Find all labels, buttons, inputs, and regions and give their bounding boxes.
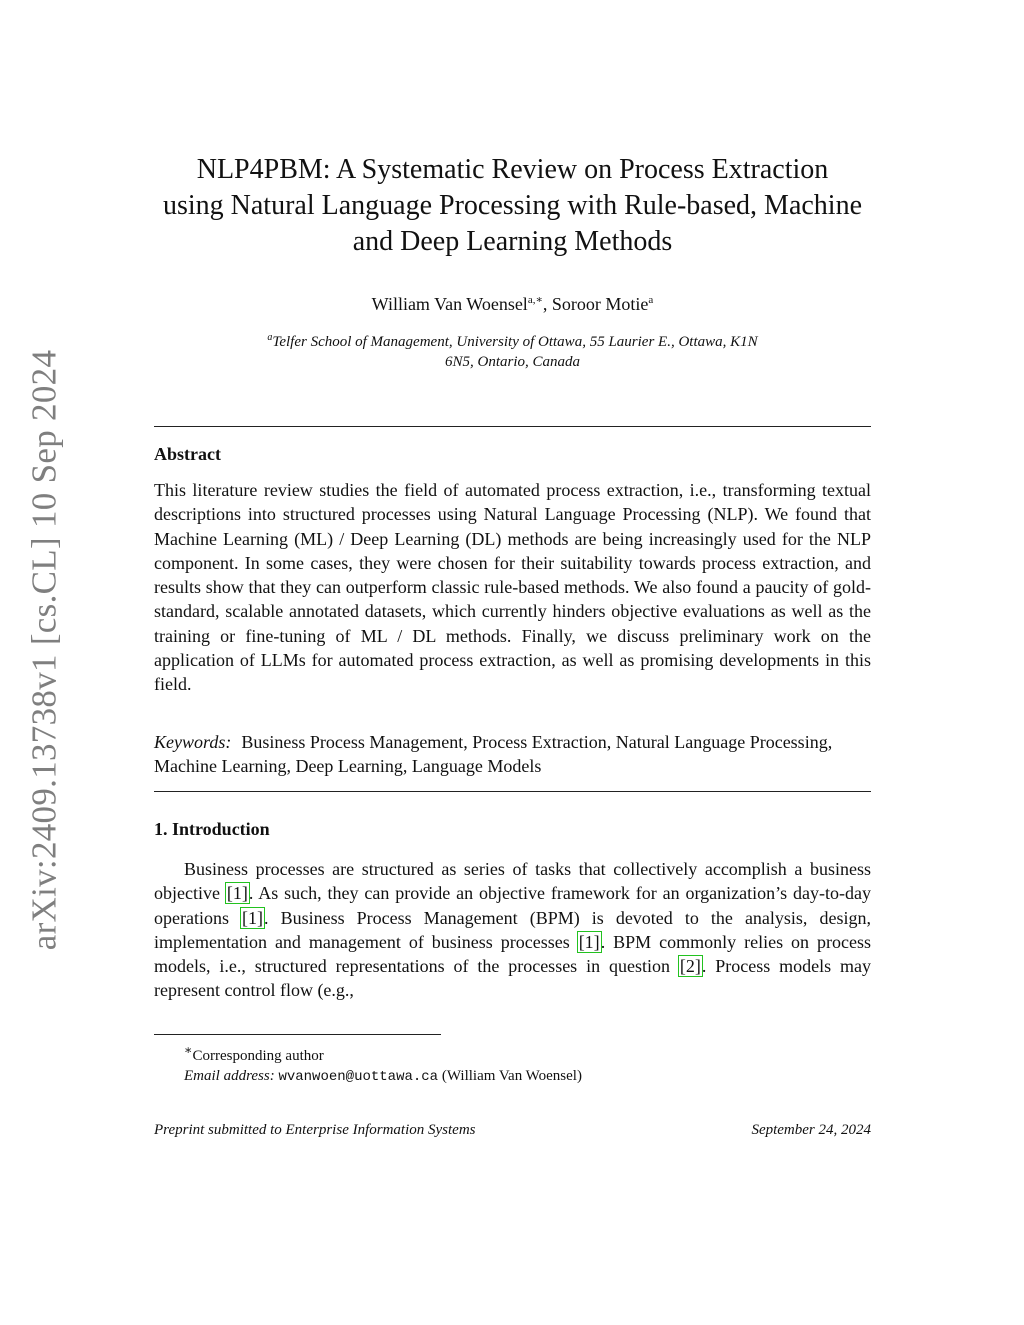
intro-text: . Business Process Management (BPM) is devoted to the analysis, design, implementation and management of business processes [154, 907, 871, 952]
citation-link[interactable]: [1] [578, 931, 600, 952]
footnote-email [154, 1066, 871, 1087]
abstract-bottom-divider [154, 791, 871, 792]
abstract-top-divider [154, 426, 871, 427]
abstract-heading: Abstract [154, 444, 221, 464]
keywords-label: Keywords: [154, 732, 232, 752]
citation-link[interactable]: [1] [242, 907, 264, 928]
arxiv-sidebar [22, 349, 66, 951]
footnote-corresponding-text: Corresponding author [192, 1048, 324, 1064]
author-name: William Van Woensel [371, 294, 528, 314]
email-address[interactable]: wvanwoen@uottawa.ca [278, 1069, 439, 1085]
citation-link[interactable]: [1] [226, 883, 248, 904]
page-footer [154, 1122, 871, 1139]
keywords-text: Business Process Management, Process Extraction, Natural Language Processing, Machine Learning, Deep Learning, Language Models [154, 732, 833, 776]
footnote-marker: ∗ [184, 1043, 193, 1057]
intro-text: . As such, they can provide an objective framework for an organization’s day-to-day operations [154, 883, 871, 928]
introduction-paragraph [154, 857, 871, 1003]
email-label: Email address: [184, 1068, 275, 1084]
intro-text: . Process models may represent control flow (e.g., [154, 956, 871, 1001]
affiliation [154, 328, 871, 372]
title-line: NLP4PBM: A Systematic Review on Process Extraction [196, 154, 829, 185]
footnote-divider [154, 1034, 441, 1035]
email-owner: (William Van Woensel) [438, 1068, 582, 1084]
intro-text: . BPM commonly relies on process models, i.e., structured representations of the processes in question [154, 931, 871, 977]
citation-link[interactable]: [2] [679, 956, 701, 977]
affiliation-line [154, 328, 871, 352]
section-heading-introduction: 1. Introduction [154, 819, 270, 839]
footer-journal: Preprint submitted to Enterprise Information Systems [154, 1122, 476, 1138]
intro-text: Business processes are structured as series of tasks that collectively accomplish a business objective [154, 859, 871, 904]
affiliation-marker: a [267, 332, 273, 343]
footnote-corresponding [154, 1040, 871, 1066]
author-affiliation-marker: a [648, 294, 654, 306]
title-line: and Deep Learning Methods [352, 226, 673, 257]
footnote [154, 1040, 871, 1087]
title-line: using Natural Language Processing with Rule-based, Machine [162, 190, 863, 221]
author-list [154, 289, 871, 315]
author-affiliation-marker: a,∗ [527, 294, 543, 306]
footer-date: September 24, 2024 [751, 1122, 871, 1138]
affiliation-text: Telfer School of Management, University of Ottawa, 55 Laurier E., Ottawa, K1N [272, 334, 758, 350]
paper-title [154, 152, 871, 260]
arxiv-identifier: arXiv:2409.13738v1 [cs.CL] 10 Sep 2024 [24, 349, 64, 951]
affiliation-line: 6N5, Ontario, Canada [444, 354, 580, 370]
author-separator: , [542, 294, 552, 314]
author-name: Soroor Motie [551, 294, 649, 314]
keywords [154, 730, 871, 778]
abstract-body: This literature review studies the field of automated process extraction, i.e., transforming textual descriptions into structured processes using Natural Language Processing (NLP). We found that Machine Learning (ML) / Deep Learning (DL) methods are being increasingly used for the NLP component. In some cases, they were chosen for their suitability towards process extraction, and results show that they can outperform classic rule-based methods. We also found a paucity of gold-standard, scalable annotated datasets, which currently hinders objective evaluations as well as the training or fine-tuning of ML / DL methods. Finally, we discuss preliminary work on the application of LLMs for automated process extraction, as well as promising developments in this field. [154, 480, 871, 695]
